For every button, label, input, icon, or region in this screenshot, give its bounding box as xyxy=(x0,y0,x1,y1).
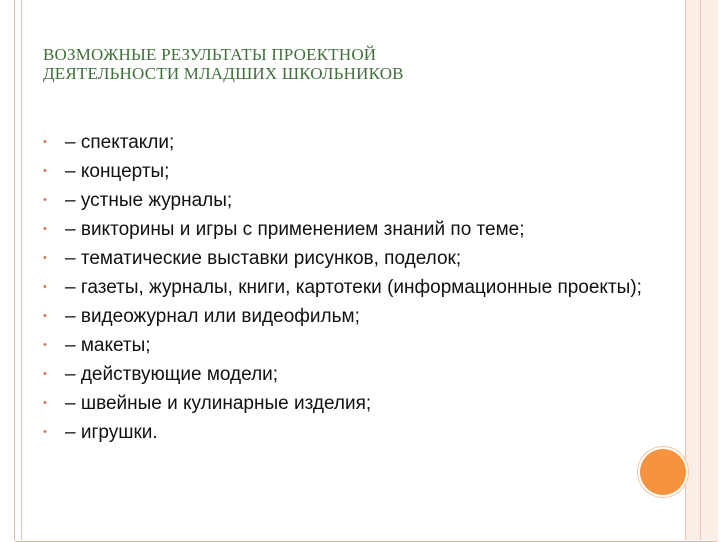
right-decor-line xyxy=(700,0,701,540)
list-item-text: – устные журналы; xyxy=(65,190,233,211)
list-item-text: – макеты; xyxy=(65,335,151,356)
bullet-icon: • xyxy=(43,165,47,177)
bullet-icon: • xyxy=(43,426,47,438)
list-item xyxy=(43,157,663,186)
bullet-icon: • xyxy=(43,281,47,293)
list-item-text: – действующие модели; xyxy=(65,364,279,385)
list-item xyxy=(43,302,663,331)
bullet-icon: • xyxy=(43,397,47,409)
list-item-text: – концерты; xyxy=(65,161,170,182)
bullet-icon: • xyxy=(43,339,47,351)
list-item xyxy=(43,215,663,244)
bullet-icon: • xyxy=(43,223,47,235)
list-item xyxy=(43,389,663,418)
list-item xyxy=(43,244,663,273)
bullet-icon: • xyxy=(43,310,47,322)
slide-title xyxy=(43,45,663,83)
list-item-text: – газеты, журналы, книги, картотеки (информационные проекты); xyxy=(65,277,642,298)
list-item-text: – видеожурнал или видеофильм; xyxy=(65,306,360,327)
list-item-text: – игрушки. xyxy=(65,422,158,443)
bullet-icon: • xyxy=(43,252,47,264)
slide-title-line-1: ВОЗМОЖНЫЕ РЕЗУЛЬТАТЫ ПРОЕКТНОЙ xyxy=(43,45,377,64)
bullet-list xyxy=(43,128,663,447)
slide-title-line-2: ДЕЯТЕЛЬНОСТИ МЛАДШИХ ШКОЛЬНИКОВ xyxy=(43,64,404,83)
list-item xyxy=(43,360,663,389)
bullet-icon: • xyxy=(43,194,47,206)
list-item-text: – викторины и игры с применением знаний по теме; xyxy=(65,219,525,240)
list-item xyxy=(43,128,663,157)
bullet-icon: • xyxy=(43,136,47,148)
list-item xyxy=(43,186,663,215)
list-item-text: – тематические выставки рисунков, поделок; xyxy=(65,248,462,269)
list-item xyxy=(43,418,663,447)
list-item-text: – швейные и кулинарные изделия; xyxy=(65,393,372,414)
list-item xyxy=(43,273,663,302)
list-item-text: – спектакли; xyxy=(65,132,175,153)
bullet-icon: • xyxy=(43,368,47,380)
list-item xyxy=(43,331,663,360)
right-decor-band xyxy=(686,0,718,540)
orange-circle-icon xyxy=(640,449,686,495)
